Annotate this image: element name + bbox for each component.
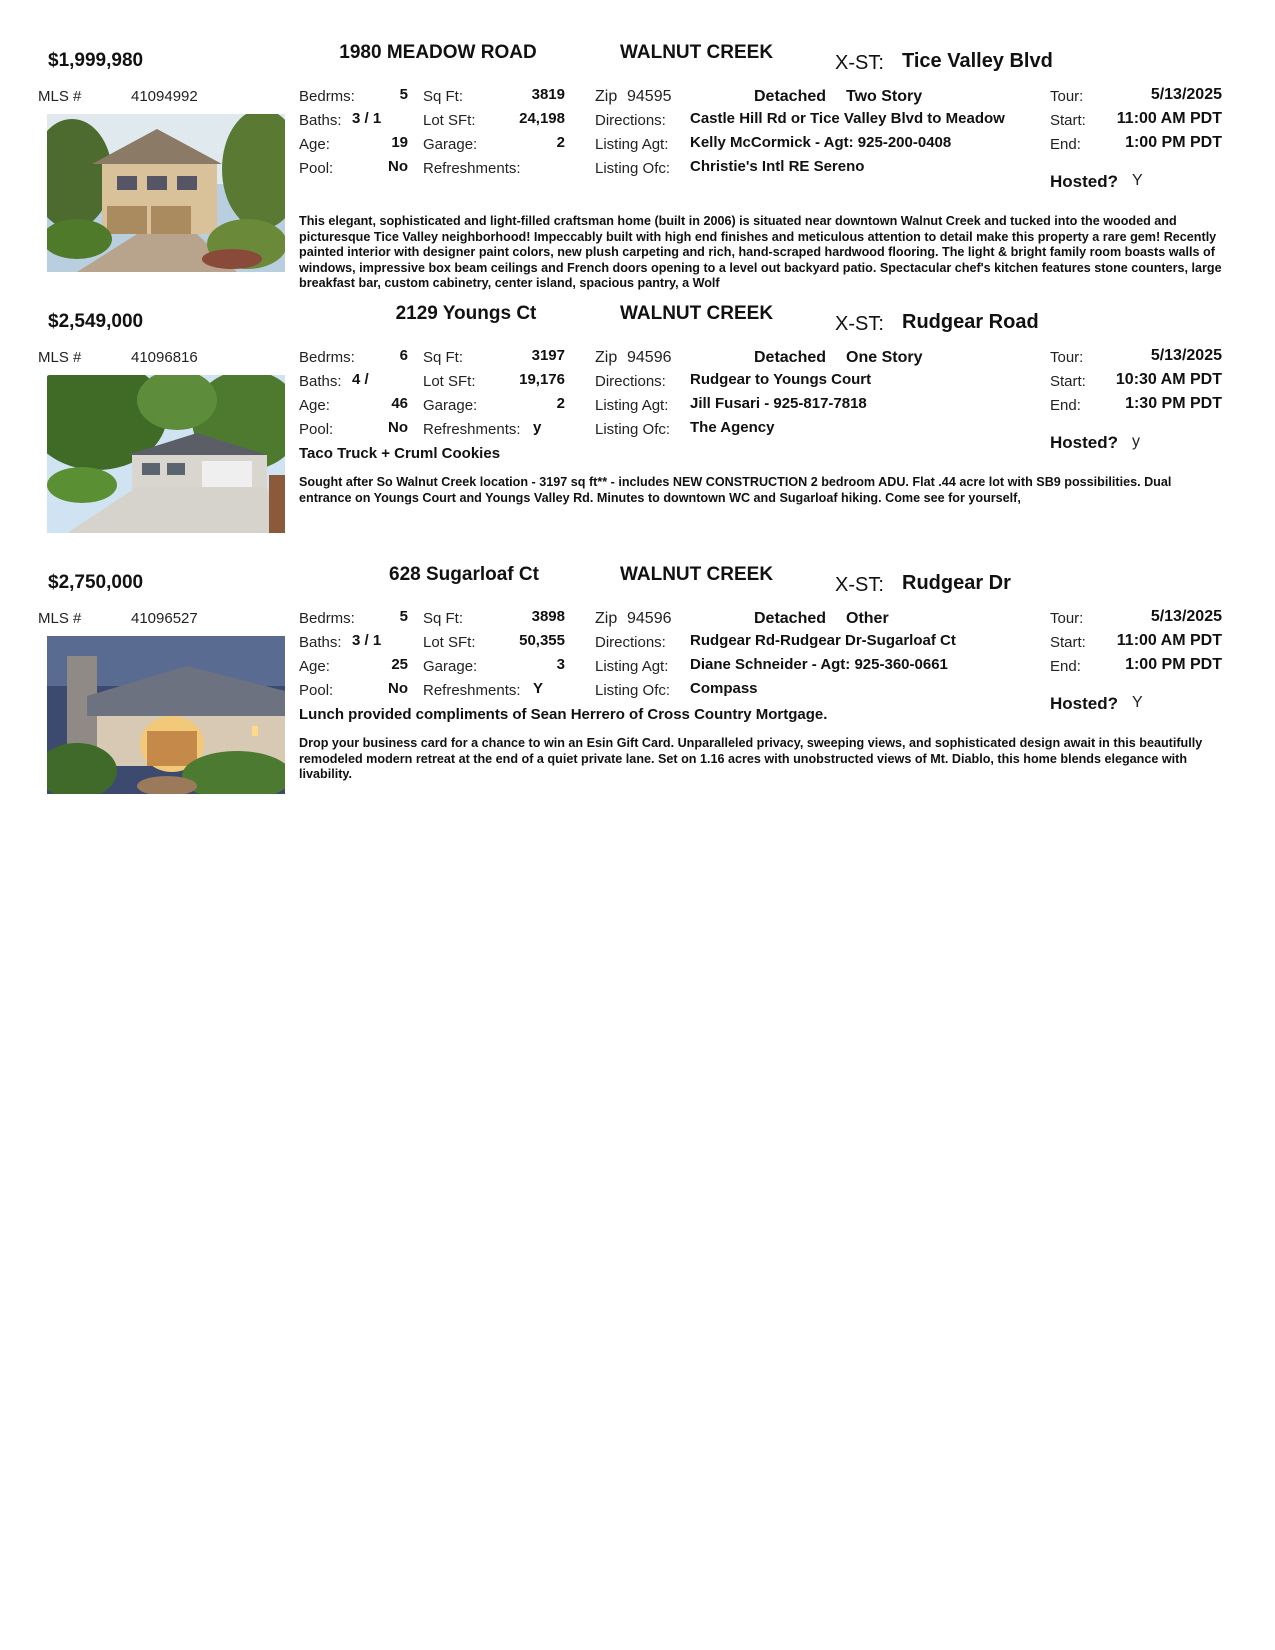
lot-value: 19,176 (519, 371, 565, 388)
listing-description: This elegant, sophisticated and light-filled craftsman home (built in 2006) is situated near downtown Walnut Creek and tucked into the wooded and picturesque Tice Valley neighborhood! Impeccably built with high end finishes and meticulous attention to detail make this property a rare gem! Recently painted interior with designer paint colors, new plush carpeting and rich, hand-scraped hardwood flooring. The light & bright family room boasts walls of windows, impressive box beam ceilings and French doors opening to a level out backyard patio. Spectacular chef's kitchen features stone counters, large breakfast bar, custom cabinetry, center island, spacious pantry, a Wolf (299, 214, 1222, 290)
office-label: Listing Ofc: (595, 160, 671, 177)
mls-number: 41096816 (131, 349, 198, 366)
mls-label: MLS # (38, 610, 82, 627)
start-label: Start: (1050, 112, 1086, 129)
listing-card (0, 550, 1275, 798)
refreshments-label: Refreshments: (423, 682, 521, 699)
office-label: Listing Ofc: (595, 421, 671, 438)
end-time: 1:00 PM PDT (1125, 134, 1222, 151)
listing-description: Drop your business card for a chance to win an Esin Gift Card. Unparalleled privacy, sweeping views, and sophisticated design await in this beautifully remodeled modern retreat at the end of a quiet private lane. Set on 1.16 acres with unobstructed views of Mt. Diablo, this home blends elegance with livability. (299, 736, 1203, 781)
cross-street: Rudgear Dr (902, 572, 1011, 594)
hosted-value: y (1132, 433, 1140, 450)
event-note: Taco Truck + Cruml Cookies (299, 445, 501, 462)
sqft-value: 3819 (531, 86, 565, 103)
office-value: The Agency (690, 419, 775, 436)
tour-date: 5/13/2025 (1150, 86, 1222, 103)
garage-value: 2 (556, 134, 565, 151)
agent-label: Listing Agt: (595, 136, 669, 153)
end-label: End: (1050, 136, 1081, 153)
property-photo (47, 114, 285, 272)
hosted-value: Y (1132, 694, 1143, 711)
garage-label: Garage: (423, 136, 478, 153)
age-value: 46 (391, 395, 408, 412)
age-label: Age: (299, 397, 330, 414)
pool-label: Pool: (299, 160, 334, 177)
tour-label: Tour: (1050, 349, 1084, 366)
listing-price: $1,999,980 (48, 50, 144, 71)
garage-label: Garage: (423, 658, 478, 675)
sqft-label: Sq Ft: (423, 349, 464, 366)
baths-label: Baths: (299, 112, 342, 129)
directions-value: Rudgear Rd-Rudgear Dr-Sugarloaf Ct (690, 632, 956, 649)
agent-value: Kelly McCormick - Agt: 925-200-0408 (690, 134, 952, 151)
bedrooms-label: Bedrms: (299, 88, 355, 105)
zip-label: Zip (595, 349, 618, 366)
garage-value: 2 (556, 395, 565, 412)
garage-label: Garage: (423, 397, 478, 414)
street-address: 628 Sugarloaf Ct (389, 564, 539, 585)
directions-value: Rudgear to Youngs Court (690, 371, 872, 388)
refreshments-value: Y (533, 680, 544, 697)
age-value: 19 (391, 134, 408, 151)
directions-label: Directions: (595, 373, 666, 390)
hosted-label: Hosted? (1050, 433, 1118, 452)
start-label: Start: (1050, 373, 1086, 390)
property-type: Detached (754, 349, 827, 366)
listing-description: Sought after So Walnut Creek location - 3197 sq ft** - includes NEW CONSTRUCTION 2 bedroom ADU. Flat .44 acre lot with SB9 possibilities. Dual entrance on Youngs Court and Youngs Valley Rd. Minutes to downtown WC and Sugarloaf hiking. Come see for yourself, (299, 475, 1172, 505)
hosted-value: Y (1132, 172, 1143, 189)
agent-label: Listing Agt: (595, 658, 669, 675)
tour-label: Tour: (1050, 610, 1084, 627)
zip-value: 94596 (627, 610, 672, 627)
baths-value: 3 / 1 (352, 632, 382, 649)
tour-date: 5/13/2025 (1150, 608, 1222, 625)
bedrooms-label: Bedrms: (299, 610, 355, 627)
property-style: Two Story (846, 88, 923, 105)
property-photo (47, 375, 285, 533)
baths-label: Baths: (299, 373, 342, 390)
zip-label: Zip (595, 610, 618, 627)
tour-label: Tour: (1050, 88, 1084, 105)
pool-label: Pool: (299, 421, 334, 438)
age-label: Age: (299, 658, 330, 675)
cross-street-label: X-ST: (835, 313, 884, 335)
mls-label: MLS # (38, 88, 82, 105)
bedrooms-value: 6 (399, 347, 408, 364)
lot-value: 50,355 (519, 632, 565, 649)
pool-value: No (388, 158, 408, 175)
start-time: 11:00 AM PDT (1116, 632, 1222, 649)
property-type: Detached (754, 88, 827, 105)
lot-value: 24,198 (519, 110, 565, 127)
cross-street: Rudgear Road (902, 311, 1039, 333)
bedrooms-label: Bedrms: (299, 349, 355, 366)
refreshments-value: y (533, 419, 542, 436)
listing-card (0, 28, 1275, 290)
lot-label: Lot SFt: (423, 373, 476, 390)
pool-label: Pool: (299, 682, 334, 699)
street-address: 1980 MEADOW ROAD (339, 42, 537, 63)
bedrooms-value: 5 (399, 608, 408, 625)
property-type: Detached (754, 610, 827, 627)
bedrooms-value: 5 (399, 86, 408, 103)
sqft-label: Sq Ft: (423, 610, 464, 627)
zip-label: Zip (595, 88, 618, 105)
sqft-value: 3898 (531, 608, 565, 625)
end-label: End: (1050, 397, 1081, 414)
sqft-value: 3197 (531, 347, 565, 364)
end-time: 1:30 PM PDT (1125, 395, 1222, 412)
office-label: Listing Ofc: (595, 682, 671, 699)
office-value: Compass (690, 680, 758, 697)
mls-label: MLS # (38, 349, 82, 366)
sqft-label: Sq Ft: (423, 88, 464, 105)
baths-value: 3 / 1 (352, 110, 382, 127)
agent-value: Diane Schneider - Agt: 925-360-0661 (690, 656, 948, 673)
pool-value: No (388, 680, 408, 697)
tour-date: 5/13/2025 (1150, 347, 1222, 364)
baths-label: Baths: (299, 634, 342, 651)
mls-number: 41096527 (131, 610, 198, 627)
property-photo (47, 636, 285, 794)
garage-value: 3 (556, 656, 565, 673)
directions-value: Castle Hill Rd or Tice Valley Blvd to Meadow (690, 110, 1005, 127)
age-label: Age: (299, 136, 330, 153)
property-style: Other (846, 610, 889, 627)
age-value: 25 (391, 656, 408, 673)
lot-label: Lot SFt: (423, 112, 476, 129)
start-label: Start: (1050, 634, 1086, 651)
cross-street-label: X-ST: (835, 52, 884, 74)
property-style: One Story (846, 349, 923, 366)
street-address: 2129 Youngs Ct (395, 303, 537, 324)
hosted-label: Hosted? (1050, 172, 1118, 191)
agent-value: Jill Fusari - 925-817-7818 (690, 395, 867, 412)
event-note: Lunch provided compliments of Sean Herrero of Cross Country Mortgage. (299, 706, 828, 723)
start-time: 11:00 AM PDT (1116, 110, 1222, 127)
zip-value: 94596 (627, 349, 672, 366)
zip-value: 94595 (627, 88, 672, 105)
city: WALNUT CREEK (620, 564, 774, 585)
agent-label: Listing Agt: (595, 397, 669, 414)
baths-value: 4 / (352, 371, 369, 388)
pool-value: No (388, 419, 408, 436)
hosted-label: Hosted? (1050, 694, 1118, 713)
lot-label: Lot SFt: (423, 634, 476, 651)
refreshments-label: Refreshments: (423, 421, 521, 438)
refreshments-label: Refreshments: (423, 160, 521, 177)
end-label: End: (1050, 658, 1081, 675)
end-time: 1:00 PM PDT (1125, 656, 1222, 673)
mls-number: 41094992 (131, 88, 198, 105)
listing-card (0, 289, 1275, 537)
cross-street-label: X-ST: (835, 574, 884, 596)
listing-price: $2,750,000 (48, 572, 144, 593)
cross-street: Tice Valley Blvd (902, 50, 1053, 72)
directions-label: Directions: (595, 634, 666, 651)
city: WALNUT CREEK (620, 42, 774, 63)
office-value: Christie's Intl RE Sereno (690, 158, 865, 175)
city: WALNUT CREEK (620, 303, 774, 324)
listing-price: $2,549,000 (48, 311, 144, 332)
directions-label: Directions: (595, 112, 666, 129)
start-time: 10:30 AM PDT (1115, 371, 1222, 388)
